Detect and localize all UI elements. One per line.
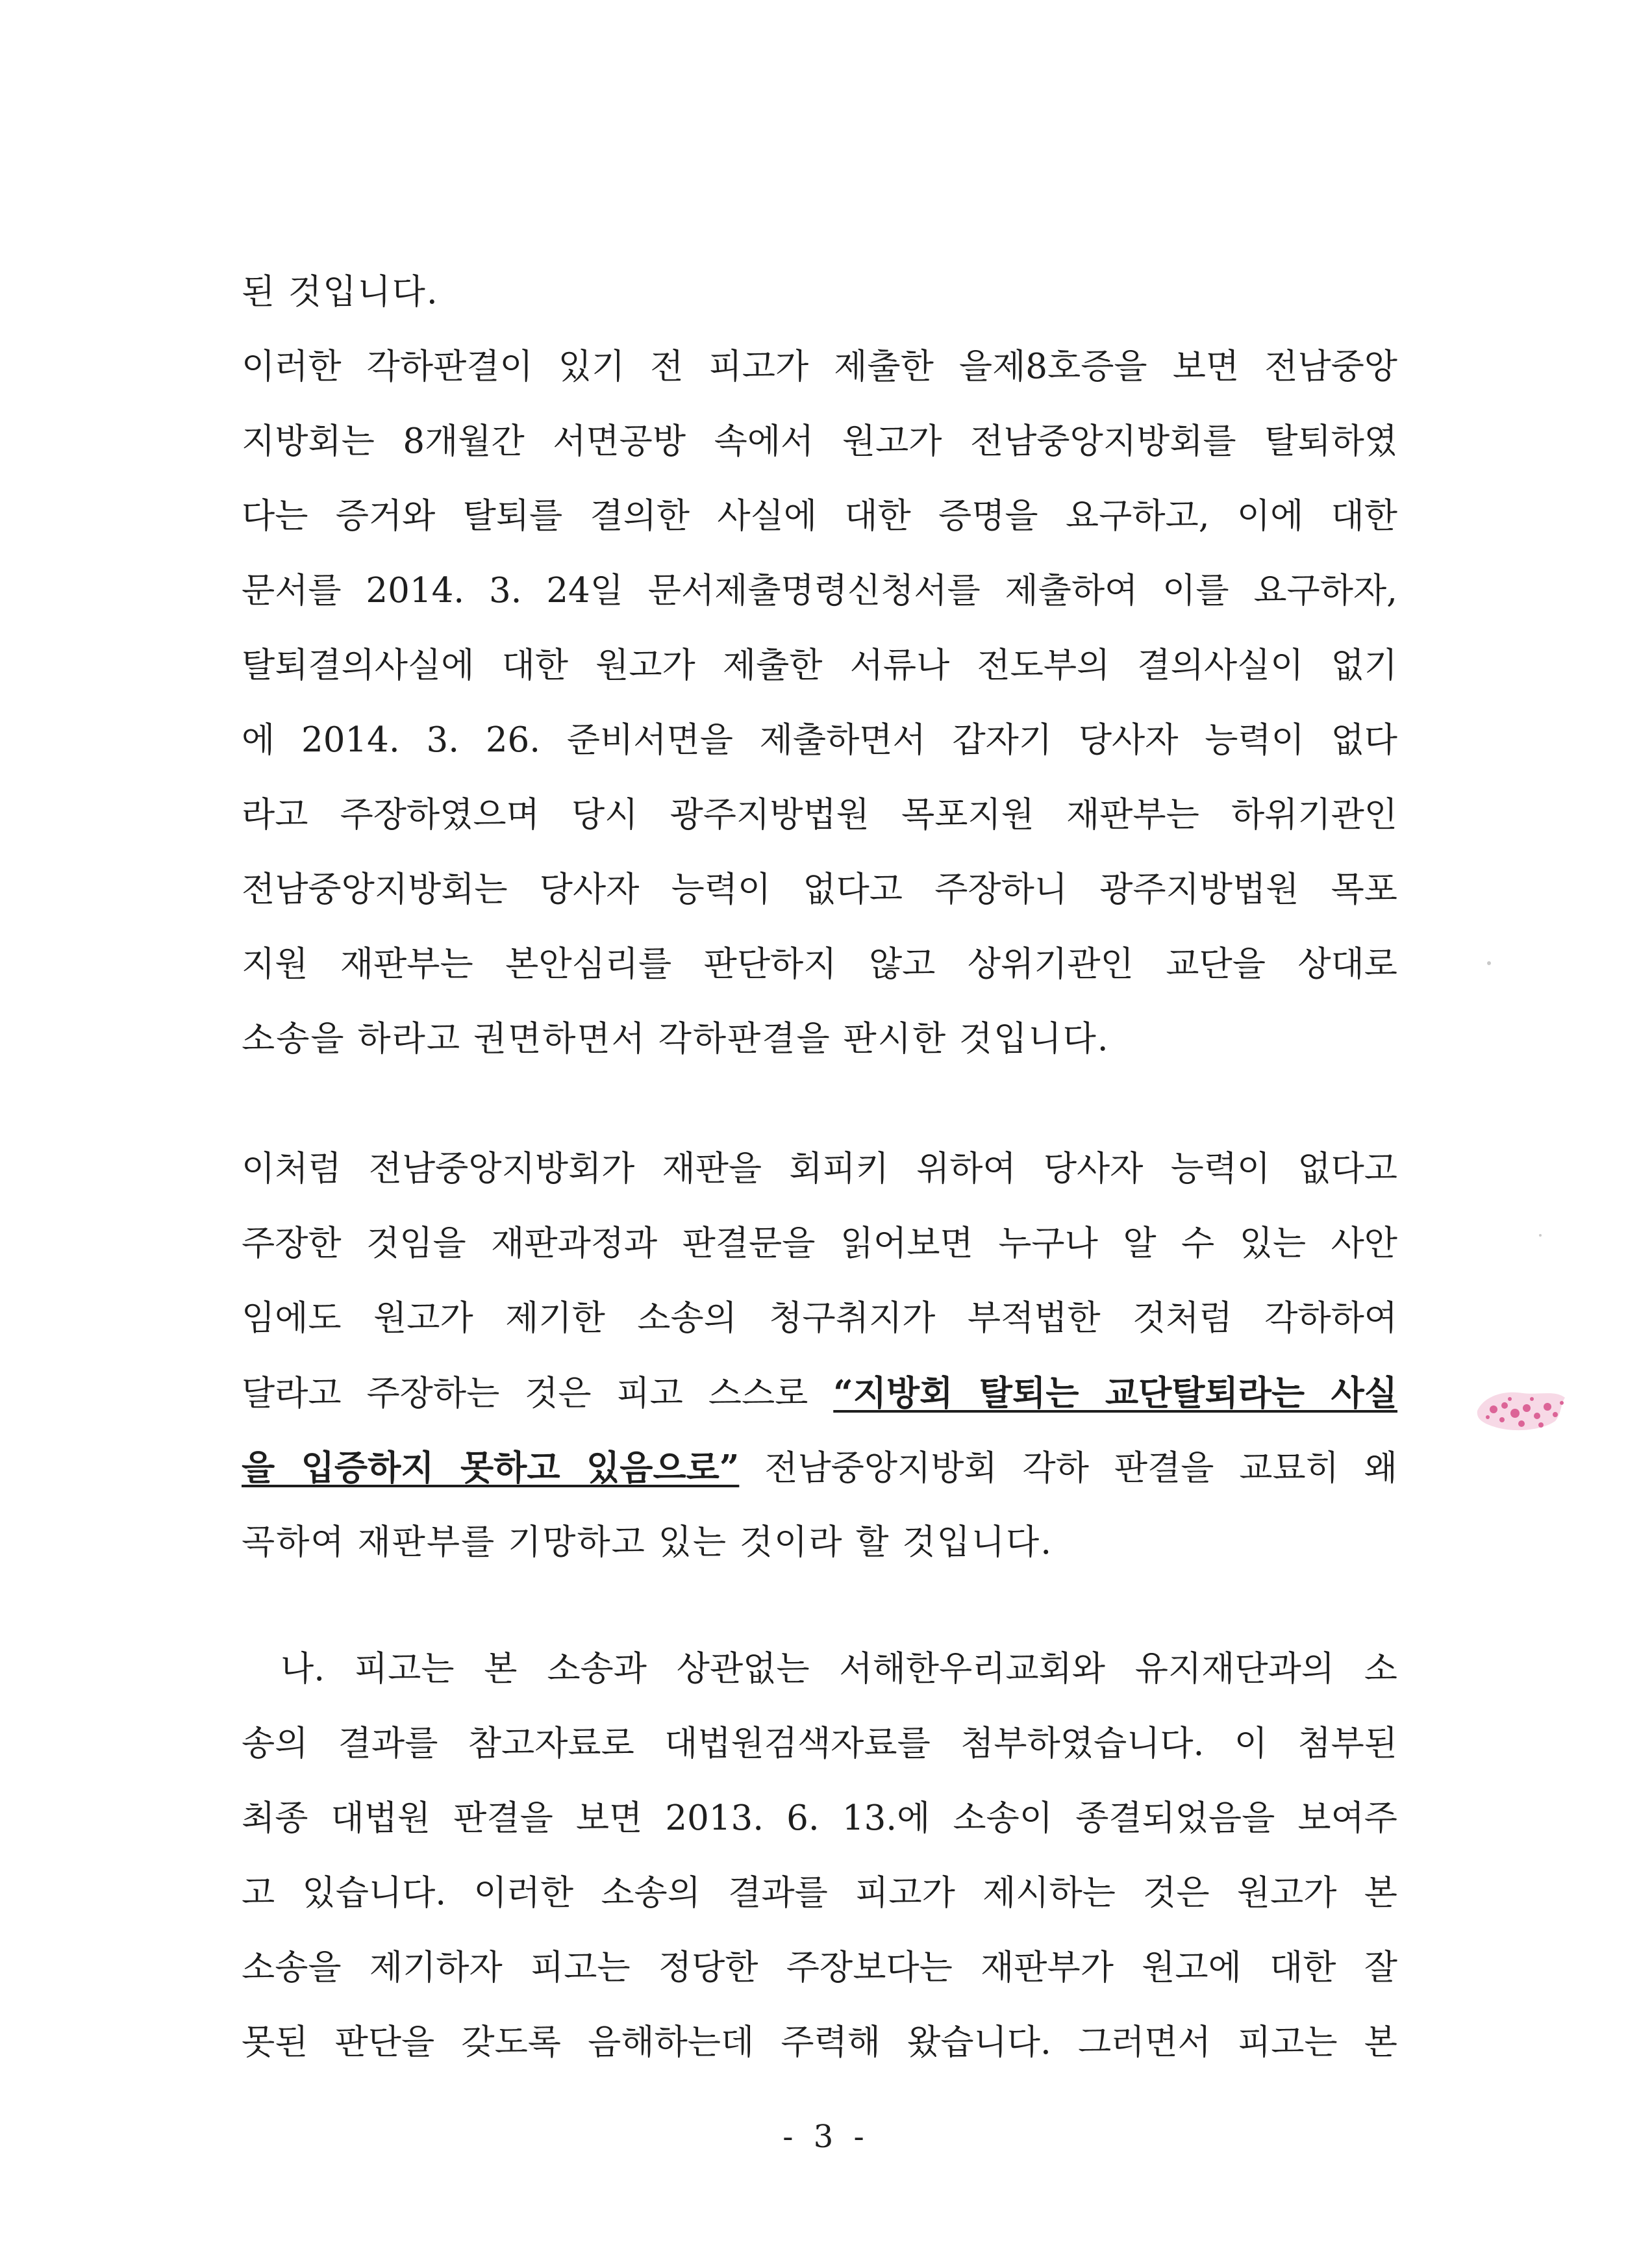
scan-speck xyxy=(1487,961,1491,965)
paragraph-line: 지원 재판부는 본안심리를 판단하지 않고 상위기관인 교단을 상대로 xyxy=(242,944,1397,984)
paragraph-line: 소송을 제기하자 피고는 정당한 주장보다는 재판부가 원고에 대한 잘 xyxy=(242,1948,1397,1987)
line-text: 전남중앙지방회 각하 판결을 교묘히 왜 xyxy=(739,1448,1397,1488)
paragraph-line: 이러한 각하판결이 있기 전 피고가 제출한 을제8호증을 보면 전남중앙 xyxy=(242,347,1397,386)
paragraph-line: 최종 대법원 판결을 보면 2013. 6. 13.에 소송이 종결되었음을 보여주 xyxy=(242,1798,1397,1838)
paragraph-line-with-emphasis xyxy=(242,1367,1397,1419)
paragraph-line: 전남중앙지방회는 당사자 능력이 없다고 주장하니 광주지방법원 목포 xyxy=(242,870,1397,909)
seal-stamp-mark xyxy=(1464,1370,1575,1442)
paragraph-line: 소송을 하라고 권면하면서 각하판결을 판시한 것입니다. xyxy=(242,1019,1110,1059)
paragraph-line: 된 것입니다. xyxy=(242,272,439,312)
paragraph-line: 탈퇴결의사실에 대한 원고가 제출한 서류나 전도부의 결의사실이 없기 xyxy=(242,646,1397,685)
line-text: 달라고 주장하는 것은 피고 스스로 xyxy=(242,1374,834,1413)
paragraph-line: 다는 증거와 탈퇴를 결의한 사실에 대한 증명을 요구하고, 이에 대한 xyxy=(242,496,1397,536)
scan-speck xyxy=(1539,1234,1542,1237)
paragraph-line: 주장한 것임을 재판과정과 판결문을 읽어보면 누구나 알 수 있는 사안 xyxy=(242,1224,1397,1263)
paragraph-line: 문서를 2014. 3. 24일 문서제출명령신청서를 제출하여 이를 요구하자, xyxy=(242,571,1397,611)
page-number: - 3 - xyxy=(782,2119,870,2155)
paragraph-line: 지방회는 8개월간 서면공방 속에서 원고가 전남중앙지방회를 탈퇴하였 xyxy=(242,422,1397,461)
paragraph-line: 못된 판단을 갖도록 음해하는데 주력해 왔습니다. 그러면서 피고는 본 xyxy=(242,2022,1397,2062)
emphasized-quote: 을 입증하지 못하고 있음으로” xyxy=(242,1448,740,1488)
paragraph-line: 이처럼 전남중앙지방회가 재판을 회피키 위하여 당사자 능력이 없다고 xyxy=(242,1149,1397,1189)
paragraph-line: 임에도 원고가 제기한 소송의 청구취지가 부적법한 것처럼 각하하여 xyxy=(242,1298,1397,1338)
paragraph-line: 곡하여 재판부를 기망하고 있는 것이라 할 것입니다. xyxy=(242,1522,1053,1562)
paragraph-line-with-emphasis xyxy=(242,1442,1397,1494)
paragraph-line: 송의 결과를 참고자료로 대법원검색자료를 첨부하였습니다. 이 첨부된 xyxy=(242,1724,1397,1763)
emphasized-quote: “지방회 탈퇴는 교단탈퇴라는 사실 xyxy=(833,1373,1397,1413)
paragraph-line: 라고 주장하였으며 당시 광주지방법원 목포지원 재판부는 하위기관인 xyxy=(242,795,1397,835)
paragraph-line: 나. 피고는 본 소송과 상관없는 서해한우리교회와 유지재단과의 소 xyxy=(281,1649,1397,1689)
paragraph-line: 고 있습니다. 이러한 소송의 결과를 피고가 제시하는 것은 원고가 본 xyxy=(242,1873,1397,1913)
paragraph-line: 에 2014. 3. 26. 준비서면을 제출하면서 갑자기 당사자 능력이 없다 xyxy=(242,720,1397,760)
